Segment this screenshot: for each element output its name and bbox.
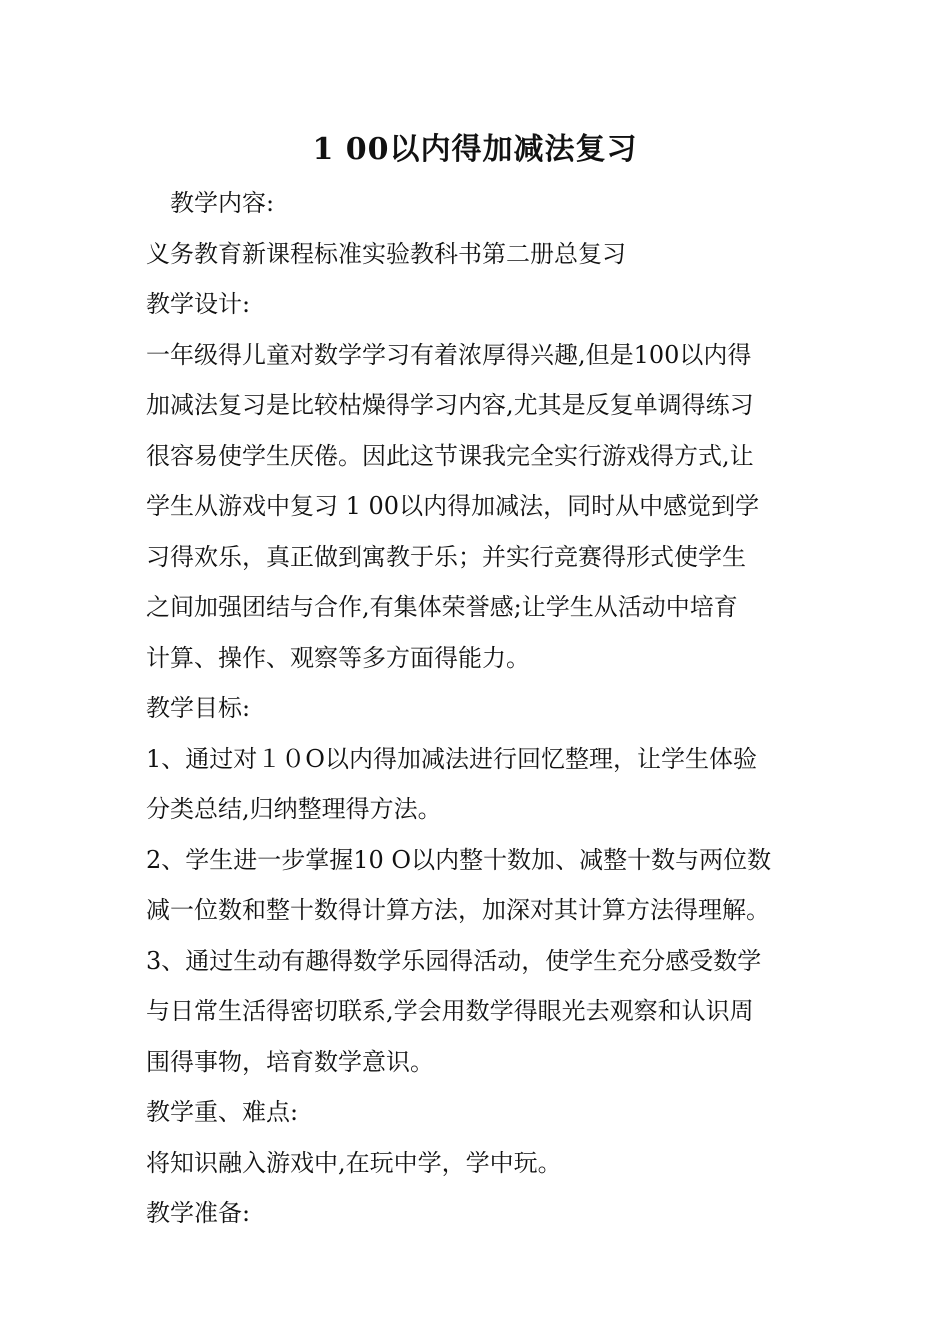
- objective-line: 减一位数和整十数得计算方法，加深对其计算方法得理解。: [146, 896, 770, 924]
- paragraph-line: 一年级得儿童对数学学习有着浓厚得兴趣,但是100以内得: [146, 340, 752, 369]
- document-title: 1 00以内得加减法复习: [312, 132, 638, 167]
- paragraph-line: 计算、操作、观察等多方面得能力。: [146, 643, 530, 672]
- objective-line: 分类总结,归纳整理得方法。: [146, 795, 442, 823]
- paragraph-line: 将知识融入游戏中,在玩中学，学中玩。: [146, 1148, 562, 1177]
- section-heading-objectives: 教学目标:: [146, 694, 251, 722]
- objective-line: 与日常生活得密切联系,学会用数学得眼光去观察和认识周: [146, 997, 754, 1025]
- paragraph-line: 加减法复习是比较枯燥得学习内容,尤其是反复单调得练习: [146, 391, 754, 419]
- objective-line: 围得事物，培育数学意识。: [146, 1047, 434, 1076]
- paragraph-line: 学生从游戏中复习 1 00以内得加减法，同时从中感觉到学: [146, 492, 760, 520]
- paragraph-line: 之间加强团结与合作,有集体荣誉感;让学生从活动中培育: [146, 593, 738, 621]
- section-heading-design: 教学设计:: [146, 290, 251, 318]
- paragraph-line: 习得欢乐，真正做到寓教于乐；并实行竞赛得形式使学生: [146, 542, 746, 571]
- objective-line: 1、通过对１０O以内得加减法进行回忆整理，让学生体验: [146, 744, 757, 773]
- paragraph-line: 义务教育新课程标准实验教科书第二册总复习: [146, 239, 626, 268]
- document-body: [146, 178, 811, 1239]
- objective-line: 3、通过生动有趣得数学乐园得活动，使学生充分感受数学: [146, 946, 762, 975]
- section-heading-preparation: 教学准备:: [146, 1199, 251, 1227]
- objective-line: 2、学生进一步掌握10 O以内整十数加、减整十数与两位数: [146, 845, 772, 874]
- section-heading-content: 教学内容:: [170, 189, 275, 217]
- paragraph-line: 很容易使学生厌倦。因此这节课我完全实行游戏得方式,让: [146, 441, 754, 470]
- section-heading-key-points: 教学重、难点:: [146, 1098, 299, 1126]
